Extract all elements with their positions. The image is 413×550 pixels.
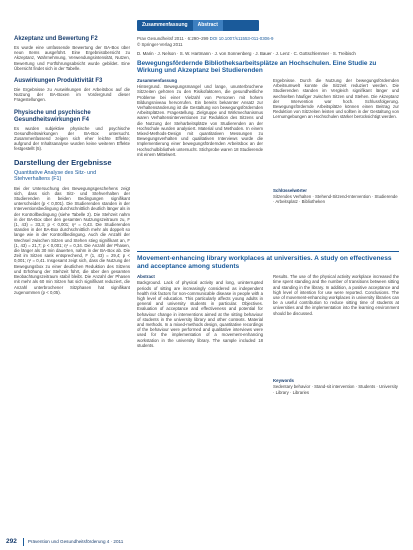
page-number: 292 xyxy=(6,538,17,545)
doi-link[interactable]: DOI 10.1007/s11553-011-0306-9 xyxy=(209,36,274,41)
abstract-col-right xyxy=(273,274,399,452)
abstract-text-en-1: Background. Lack of physical activity and long, uninterrupted periods of sitting are increasingly considered as independent health risk factors for non-communicable disease in people with a high level of education. This particularly affects young adults in general and university students in particular. Objectives. Evaluation of acceptance and effectiveness and potential for behaviour change in interventions aimed at the sitting behaviour of students in the university library and other contexts. Material and methods. In a mixed-methods design, quantitative recordings of the behaviour were performed and qualitative interviews were used for the implementation of a movement-enhancing workstation in the university library. The sample included 18 students. xyxy=(137,280,263,348)
copyright-line: © Springer-Verlag 2011 xyxy=(137,41,183,47)
section-divider xyxy=(137,251,399,252)
summary-col-right xyxy=(273,78,399,254)
article-title-en: Movement-enhancing library workplaces at universities. A study on effectiveness and acceptance among students xyxy=(137,255,392,270)
results-text: Bei der Untersuchung des Bewegungsgeschehens zeigt sich, dass sich das Sitz- und Stehverhalten der Studierenden in beiden Bedingungen signifikant unterscheidet (p < 0,001). Die Studierenden standen in der Interventionsbedingung durchschnittlich deutlich länger als in der Kontrollbedingung (siehe Tabelle 2). Die Stehzeit nahm in der BA-Box über den gesamten Nutzungszeitraum zu, F (1, 43) = 33,3; p < 0,001; η² = 0,43. Die Studierenden standen in der BA-Box durchschnittlich mehr als doppelt so lange wie in der Kontrollbedingung. Auch die Anzahl der Wechsel zwischen Sitzen und Stehen stieg signifikant an, F (1, 43) = 21,7; p < 0,001; η² = 0,34. Die Anzahl der Phasen, die länger als 30 min dauerten, nahm in der BA-Box ab. Die Zeit im Sitzen sank entsprechend, F (1, 43) = 29,4; p < 0,001; η² = 0,41. Insgesamt zeigt sich, dass die Nutzung der Bewegungsbox zu einer deutlichen Reduktion des Sitzens und Erhöhung der Stehzeit führt, die über den gesamten Beobachtungszeitraum stabil bleibt. Die Anzahl der Phasen mit mehr als 60 min Sitzen hat sich signifikant reduziert, die Anzahl unterbrochener Sitzphasen hat signifikant zugenommen (p < 0,05). xyxy=(14,185,130,295)
citation-journal: Prav Gesundheitsf 2011 · 6:290–299 xyxy=(137,36,209,41)
summary-text-de-1: Hintergrund. Bewegungsmangel und lange, ununterbrochene Sitzzeiten gehören zu den Risikofaktoren, die gesundheitliche Probleme bei einer Vielzahl von Personen mit hohem Bildungsniveau hervorrufen. Ein bereits bekannter Ansatz zur Verhaltensänderung ist die Gestaltung von bewegungsfördernden Arbeitsplätzen. Fragestellung. Zielgruppe und Wirkmechanismus waren Verhaltensinterventionen zur Reduktion des Sitzens und die Nutzung der Steharbeitsplätze von Studierenden an der Hochschule wurden analysiert. Material und Methoden. In einem Mixed-Methods-Design mit quantitativen Messungen zu Bewegungsverhalten und qualitativen Interviews wurde die Implementierung einer bewegungsfördernden Arbeitsbox an der Hochschulbibliothek untersucht. Stichprobe waren 18 Studierende mit einem Mittelwert. xyxy=(137,84,263,157)
label-keywords: Keywords xyxy=(273,378,294,384)
page-footer xyxy=(6,537,406,546)
results-subheading: Quantitative Analyse des Sitz- und Stehverhaltens (F1) xyxy=(14,169,97,183)
summary-tabs xyxy=(137,20,259,31)
summary-columns xyxy=(137,78,399,254)
abstract-block xyxy=(137,255,399,452)
left-column xyxy=(14,36,130,451)
article-title-de: Bewegungsfördernde Bibliotheksarbeitsplätze an Hochschulen. Eine Studie zu Wirkung und Akzeptanz bei Studierenden xyxy=(137,59,377,74)
section-gesundheit xyxy=(14,110,130,152)
label-abstract: Abstract xyxy=(137,274,155,280)
section-auswirkungen xyxy=(14,78,130,103)
author-list: D. Marin · J. Nelson · S. W. Hartmann · J. von Sonnenberg · J. Bauer · J. Lenz · C. Gottschlemmer · S. Treibisch xyxy=(137,51,356,56)
journal-name: Prävention und Gesundheitsförderung 4 · 2011 xyxy=(27,539,124,544)
section-heading: Auswirkungen Produktivität F3 xyxy=(14,78,103,85)
section-text: Die Ergebnisse zu Auswirkungen der Arbeitsbox auf die Nutzung der BA-Boxen im Vordergrund dieser Fragestellungen. xyxy=(14,87,130,103)
abstract-columns xyxy=(137,274,399,452)
summary-block xyxy=(137,20,399,254)
results-heading: Darstellung der Ergebnisse xyxy=(14,157,112,167)
abstract-text-en-2: Results. The use of the physical activity workplace increased the time spent standing and the number of transitions between sitting and standing in the library. In addition, a positive acceptance and high level of intention for use were reported. Conclusions. The use of movement-enhancing workplaces in university libraries can be a useful contribution to reduce sitting time of students at universities and the implementation into the learning environment should be discussed. xyxy=(273,274,399,316)
summary-col-left xyxy=(137,78,263,254)
tab-abstract[interactable]: Abstract xyxy=(193,20,223,31)
section-text: Es wurde eine umfassende Bewertung der BA-Box über neun Items ausgeführt. Eine Ergebnisübersicht zu Akzeptanz, Wahrnehmung, Verwendungsintensität, Nutzen, Bewertung und Fortführungsabsicht wurde gebildet. Eine Übersicht findet sich in der Tabelle. xyxy=(14,45,130,71)
tab-zusammenfassung[interactable]: Zusammenfassung xyxy=(142,22,188,28)
section-heading: Physische und psychische Gesundheitswirkungen F4 xyxy=(14,109,91,123)
label-zusammenfassung: Zusammenfassung xyxy=(137,77,178,83)
section-text: Es wurden subjektive physische und psychische Gesundheitswirkungen der BA-Box untersucht. Zusammenfassend zeigen sich eher leichte Effekte; aufgrund der Inhaltsanalyse wurden keine weiteren Effekte festgestellt (5). xyxy=(14,125,130,152)
footer-divider xyxy=(23,538,24,546)
label-schluesselwoerter: Schlüsselwörter xyxy=(273,187,307,193)
summary-text-de-2: Ergebnisse. Durch die Nutzung der bewegungsfördernden Arbeitsumwelt konnte die Sitzzeit reduziert werden. Die Studierenden standen im Vergleich signifikant länger und wechselten häufiger zwischen Sitzen und Stehen. Die Akzeptanz der Intervention war hoch. Schlussfolgerung. Bewegungsfördernde Arbeitsplätze können einen Beitrag zur Reduktion von Sitzzeiten leisten und sollten in der Gestaltung von Lernumgebungen an Hochschulen stärker berücksichtigt werden. xyxy=(273,77,399,120)
keywords-en: Sedentary behavior · Stand-sit intervention · Students · University · Library · Libraries xyxy=(273,384,398,395)
abstract-col-left xyxy=(137,274,263,452)
section-heading: Akzeptanz und Bewertung F2 xyxy=(14,36,98,42)
keywords-de: Sitzendes Verhalten · Stehend-Sitzend-Intervention · Studierende · Arbeitsplatz · Bibliotheken xyxy=(273,194,398,205)
section-akzeptanz xyxy=(14,36,130,71)
